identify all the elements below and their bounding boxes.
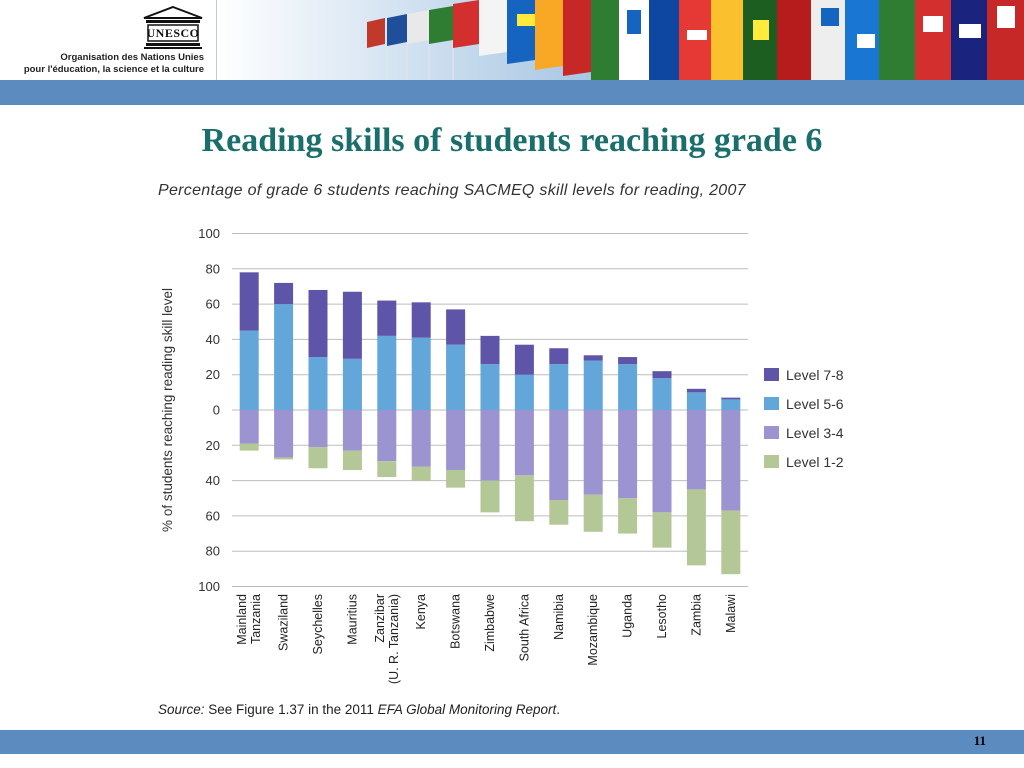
bar-segment	[240, 410, 259, 444]
bar-segment	[549, 348, 568, 364]
x-tick-label: Zambia	[689, 594, 704, 636]
legend-swatch	[764, 368, 779, 381]
bar-segment	[481, 481, 500, 513]
legend-label: Level 7-8	[786, 367, 844, 383]
y-tick-label: 60	[205, 508, 220, 524]
x-tick-label: South Africa	[517, 594, 532, 662]
bar-segment	[412, 410, 431, 466]
chart-source-note	[158, 702, 560, 717]
bar-segment	[549, 364, 568, 410]
x-tick-label: Malawi	[723, 594, 738, 633]
bar-segment	[721, 399, 740, 410]
x-tick-label: Zimbabwe	[483, 594, 497, 652]
page-number: 11	[973, 733, 986, 748]
bar-segment	[412, 466, 431, 480]
bar-segment	[687, 392, 706, 410]
legend-swatch	[764, 397, 779, 410]
bar-segment	[240, 272, 259, 330]
x-tick-label: Kenya	[414, 594, 429, 630]
y-tick-label: 20	[205, 367, 220, 383]
bar-segment	[481, 364, 500, 410]
y-tick-label: 100	[198, 226, 220, 241]
bar-segment	[446, 410, 465, 470]
y-axis-label: % of students reaching reading skill level	[160, 288, 175, 532]
bar-segment	[274, 304, 293, 410]
bar-segment	[343, 292, 362, 359]
bar-segment	[481, 410, 500, 481]
bar-segment	[309, 410, 328, 447]
y-tick-label: 80	[205, 261, 220, 277]
bar-segment	[446, 345, 465, 410]
bar-segment	[343, 451, 362, 470]
bar-segment	[687, 389, 706, 393]
bar-segment	[584, 495, 603, 532]
bar-segment	[515, 410, 534, 475]
bar-segment	[343, 359, 362, 410]
bar-segment	[687, 489, 706, 565]
source-text: See Figure 1.37 in the 2011	[204, 702, 378, 717]
source-end: .	[556, 702, 561, 717]
bar-segment	[584, 410, 603, 495]
bar-segment	[653, 371, 672, 378]
x-tick-label: Tanzania	[249, 594, 264, 645]
bar-segment	[618, 498, 637, 533]
chart-title: Percentage of grade 6 students reaching SACMEQ skill levels for reading, 2007	[158, 182, 746, 199]
legend-label: Level 3-4	[786, 425, 844, 441]
legend-swatch	[764, 455, 779, 468]
bar-segment	[240, 444, 259, 451]
x-tick-label: (U. R. Tanzania)	[386, 594, 401, 685]
bar-segment	[721, 398, 740, 400]
bar-segment	[274, 283, 293, 304]
x-tick-label: Uganda	[620, 594, 635, 638]
org-line-2: pour l'éducation, la science et la culture	[23, 64, 204, 75]
x-tick-label: Mozambique	[586, 594, 601, 666]
bar-segment	[309, 357, 328, 410]
bar-segment	[309, 447, 328, 468]
bar-segment	[687, 410, 706, 489]
y-tick-label: 60	[205, 296, 220, 312]
y-tick-label: 40	[205, 331, 220, 347]
y-tick-label: 0	[212, 402, 220, 418]
bar-segment	[274, 410, 293, 458]
y-tick-label: 100	[198, 579, 220, 594]
bar-segment	[549, 500, 568, 525]
x-tick-label: Mainland	[235, 594, 250, 645]
bar-segment	[274, 458, 293, 460]
bar-segment	[653, 410, 672, 512]
bar-segment	[618, 410, 637, 498]
x-tick-label: Mauritius	[345, 594, 360, 645]
x-tick-label: Namibia	[551, 594, 566, 640]
source-label: Source:	[158, 702, 205, 717]
unesco-logo-text: UNESCO	[146, 26, 200, 40]
slide-title: Reading skills of students reaching grade 6	[201, 122, 823, 159]
bar-segment	[653, 378, 672, 410]
bar-segment	[377, 410, 396, 461]
bottom-accent-band	[0, 730, 1024, 754]
bar-segment	[584, 361, 603, 410]
bar-segment	[515, 345, 534, 375]
bar-segment	[412, 302, 431, 337]
org-line-1: Organisation des Nations Unies	[60, 52, 204, 63]
legend-label: Level 1-2	[786, 454, 844, 470]
bar-segment	[584, 355, 603, 360]
x-tick-label: Botswana	[448, 594, 463, 649]
y-tick-label: 40	[205, 473, 220, 489]
x-tick-label: Lesotho	[655, 594, 669, 639]
bar-segment	[446, 309, 465, 344]
bar-segment	[377, 336, 396, 410]
bar-segment	[721, 410, 740, 511]
bar-segment	[549, 410, 568, 500]
bar-segment	[721, 511, 740, 575]
bar-segment	[240, 331, 259, 410]
x-tick-label: Swaziland	[276, 594, 291, 651]
bar-segment	[377, 301, 396, 336]
bar-segment	[446, 470, 465, 488]
x-tick-label: Zanzibar	[372, 594, 387, 643]
source-report-title: EFA Global Monitoring Report	[377, 702, 557, 717]
y-tick-label: 80	[205, 543, 220, 559]
bar-segment	[481, 336, 500, 364]
legend-swatch	[764, 426, 779, 439]
bar-segment	[515, 475, 534, 521]
y-tick-label: 20	[205, 437, 220, 453]
bar-segment	[618, 357, 637, 364]
bar-segment	[515, 375, 534, 410]
bar-segment	[653, 512, 672, 547]
bar-segment	[343, 410, 362, 451]
legend-label: Level 5-6	[786, 396, 844, 412]
bar-segment	[618, 364, 637, 410]
bar-segment	[309, 290, 328, 357]
x-tick-label: Seychelles	[311, 594, 325, 655]
bar-segment	[377, 461, 396, 477]
bar-segment	[412, 338, 431, 410]
